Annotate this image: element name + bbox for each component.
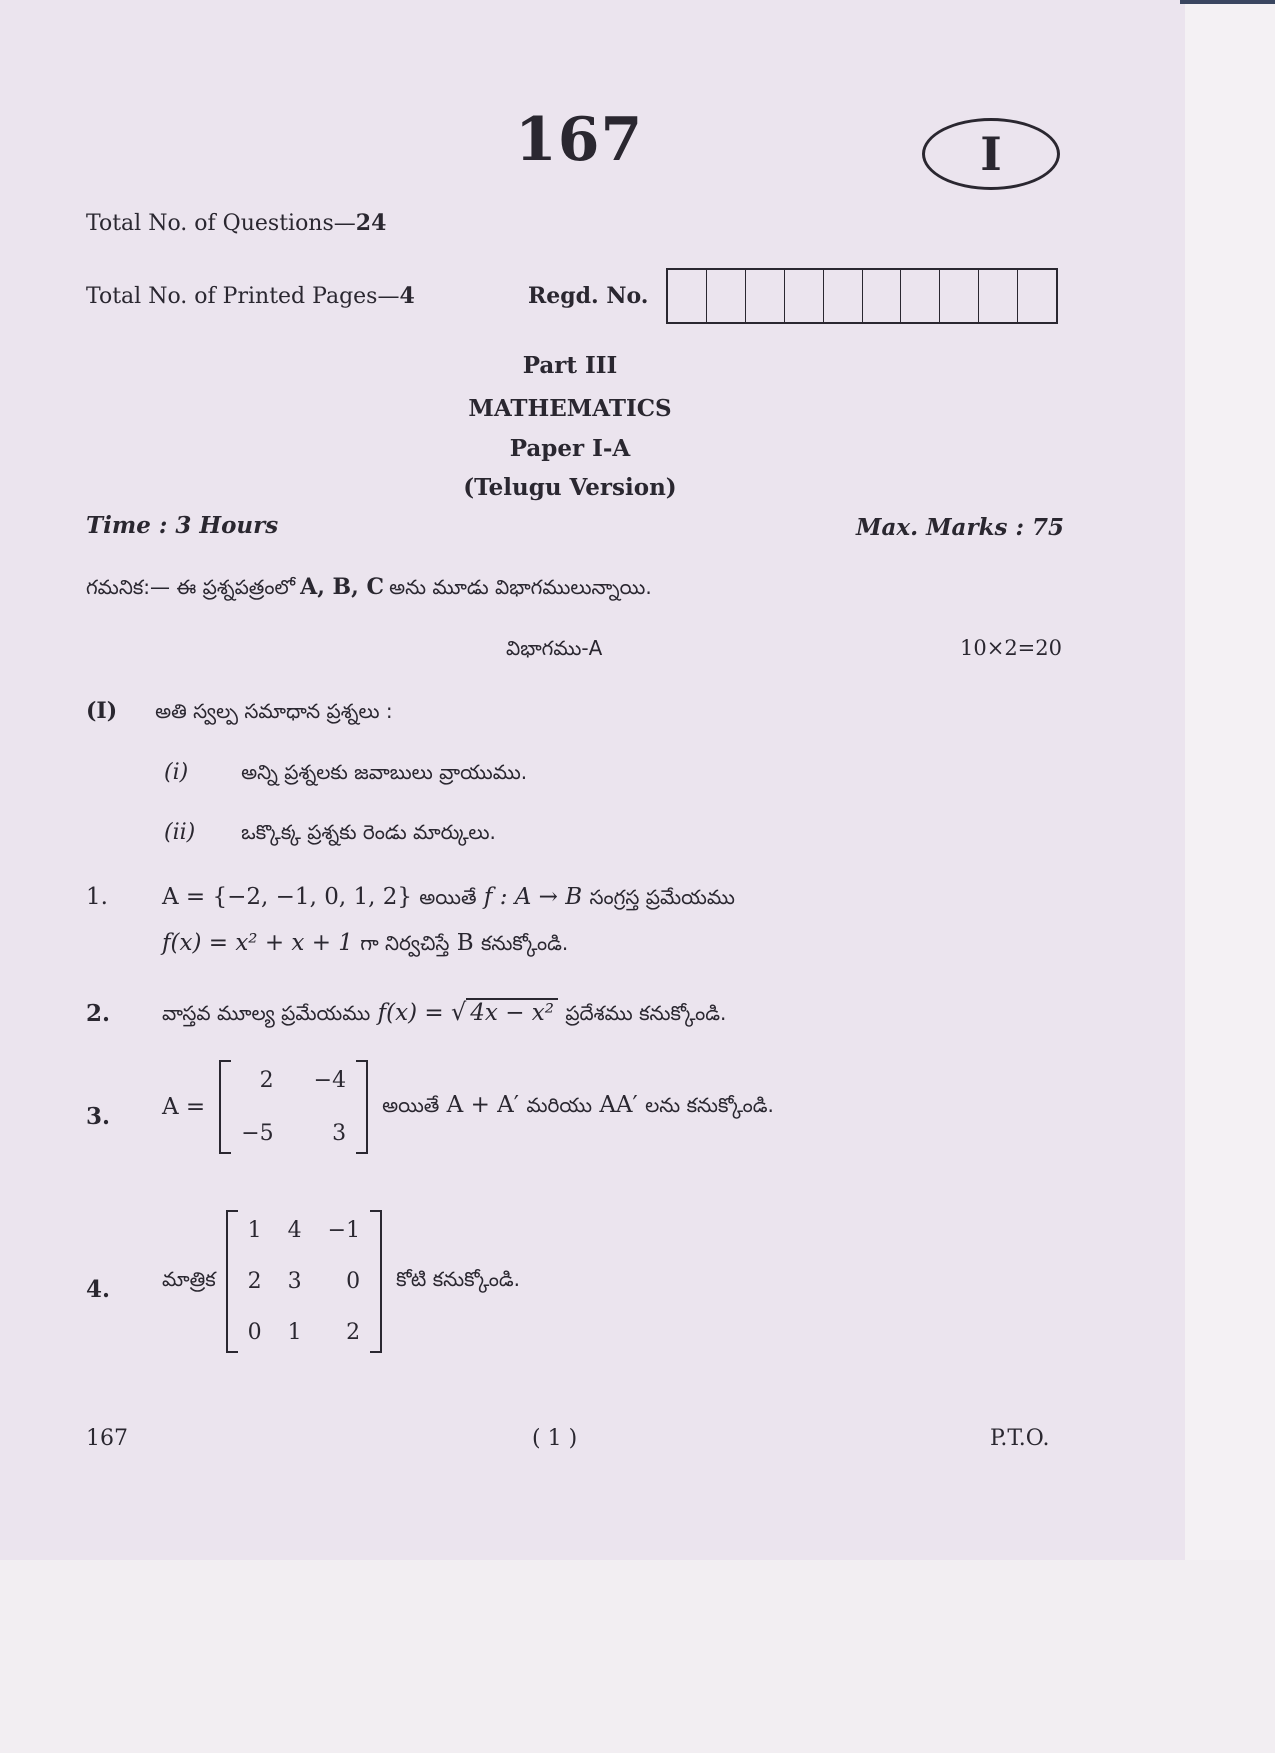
matrix-4	[226, 1210, 382, 1353]
regd-label: Regd. No.	[528, 283, 649, 309]
matrix-entry: 1	[287, 1320, 302, 1345]
regd-box[interactable]	[979, 270, 1018, 322]
section-name: విభాగము-A	[506, 636, 603, 660]
regd-box[interactable]	[863, 270, 902, 322]
matrix-entry: −5	[241, 1121, 274, 1146]
question-4-text: మాత్రిక 1 4 −1 2 3 0 0 1 2 కోటి కనుక్కోండి.	[162, 1210, 520, 1353]
question-3-number: 3.	[86, 1103, 111, 1130]
instruction-heading: (I) అతి స్వల్ప సమాధాన ప్రశ్నలు :	[86, 698, 393, 724]
question-1-line-2: f(x) = x² + x + 1 గా నిర్వచిస్తే B కనుక్కోండి.	[162, 930, 569, 956]
instruction-item: (i) అన్ని ప్రశ్నలకు జవాబులు వ్రాయుము.	[164, 760, 528, 785]
regd-box[interactable]	[940, 270, 979, 322]
regd-box[interactable]	[1018, 270, 1056, 322]
question-2-text: వాస్తవ మూల్య ప్రమేయము f(x) = √ 4x − x² ప్రదేశము కనుక్కోండి.	[162, 998, 727, 1026]
scan-edge-line	[1180, 0, 1275, 4]
matrix-entry: −1	[327, 1218, 361, 1243]
matrix-entry: 3	[287, 1269, 302, 1294]
matrix-entry: −4	[313, 1068, 347, 1093]
footer-paper-code: 167	[86, 1426, 128, 1451]
regd-number-boxes[interactable]	[666, 268, 1058, 324]
matrix-entry: 4	[287, 1218, 302, 1243]
version-title: (Telugu Version)	[463, 474, 677, 501]
matrix-entry: 2	[346, 1320, 361, 1345]
time-label: Time : 3 Hours	[86, 512, 279, 539]
regd-box[interactable]	[668, 270, 707, 322]
matrix-entry: 3	[332, 1121, 347, 1146]
series-letter: I	[980, 127, 1002, 181]
regd-box[interactable]	[707, 270, 746, 322]
total-pages: Total No. of Printed Pages—4	[86, 283, 415, 309]
matrix-entry: 0	[346, 1269, 361, 1294]
matrix-a	[219, 1060, 368, 1154]
subject-title: MATHEMATICS	[468, 395, 672, 422]
instruction-item: (ii) ఒక్కొక్క ప్రశ్నకు రెండు మార్కులు.	[164, 820, 496, 845]
total-questions: Total No. of Questions—24	[86, 210, 387, 236]
part-title: Part III	[522, 352, 618, 379]
page-number: ( 1 )	[532, 1426, 578, 1451]
matrix-entry: 2	[259, 1068, 274, 1093]
section-marks: 10×2=20	[960, 636, 1062, 660]
matrix-entry: 0	[247, 1320, 262, 1345]
question-2-number: 2.	[86, 1000, 111, 1027]
question-4-number: 4.	[86, 1276, 111, 1303]
pto-label: P.T.O.	[990, 1426, 1050, 1451]
regd-box[interactable]	[824, 270, 863, 322]
regd-box[interactable]	[785, 270, 824, 322]
regd-box[interactable]	[901, 270, 940, 322]
paper-code: 167	[515, 105, 644, 175]
series-badge	[922, 118, 1060, 190]
question-1-line-1: A = {−2, −1, 0, 1, 2} అయితే f : A → B సంగ్రస్త ప్రమేయము	[162, 884, 735, 910]
paper-title: Paper I-A	[509, 435, 631, 462]
question-1-number: 1.	[86, 884, 108, 910]
note-line: గమనిక:— ఈ ప్రశ్నపత్రంలో A, B, C అను మూడు విభాగములున్నాయి.	[86, 574, 652, 600]
matrix-entry: 2	[247, 1269, 262, 1294]
max-marks-label: Max. Marks : 75	[856, 514, 1064, 541]
question-3-text: A = 2 −4 −5 3 అయితే A + A′ మరియు AA′ లను కనుక్కోండి.	[162, 1060, 774, 1154]
sqrt-expression: 4x − x²	[466, 998, 558, 1026]
regd-box[interactable]	[746, 270, 785, 322]
scan-margin	[1185, 0, 1275, 1560]
matrix-entry: 1	[247, 1218, 262, 1243]
